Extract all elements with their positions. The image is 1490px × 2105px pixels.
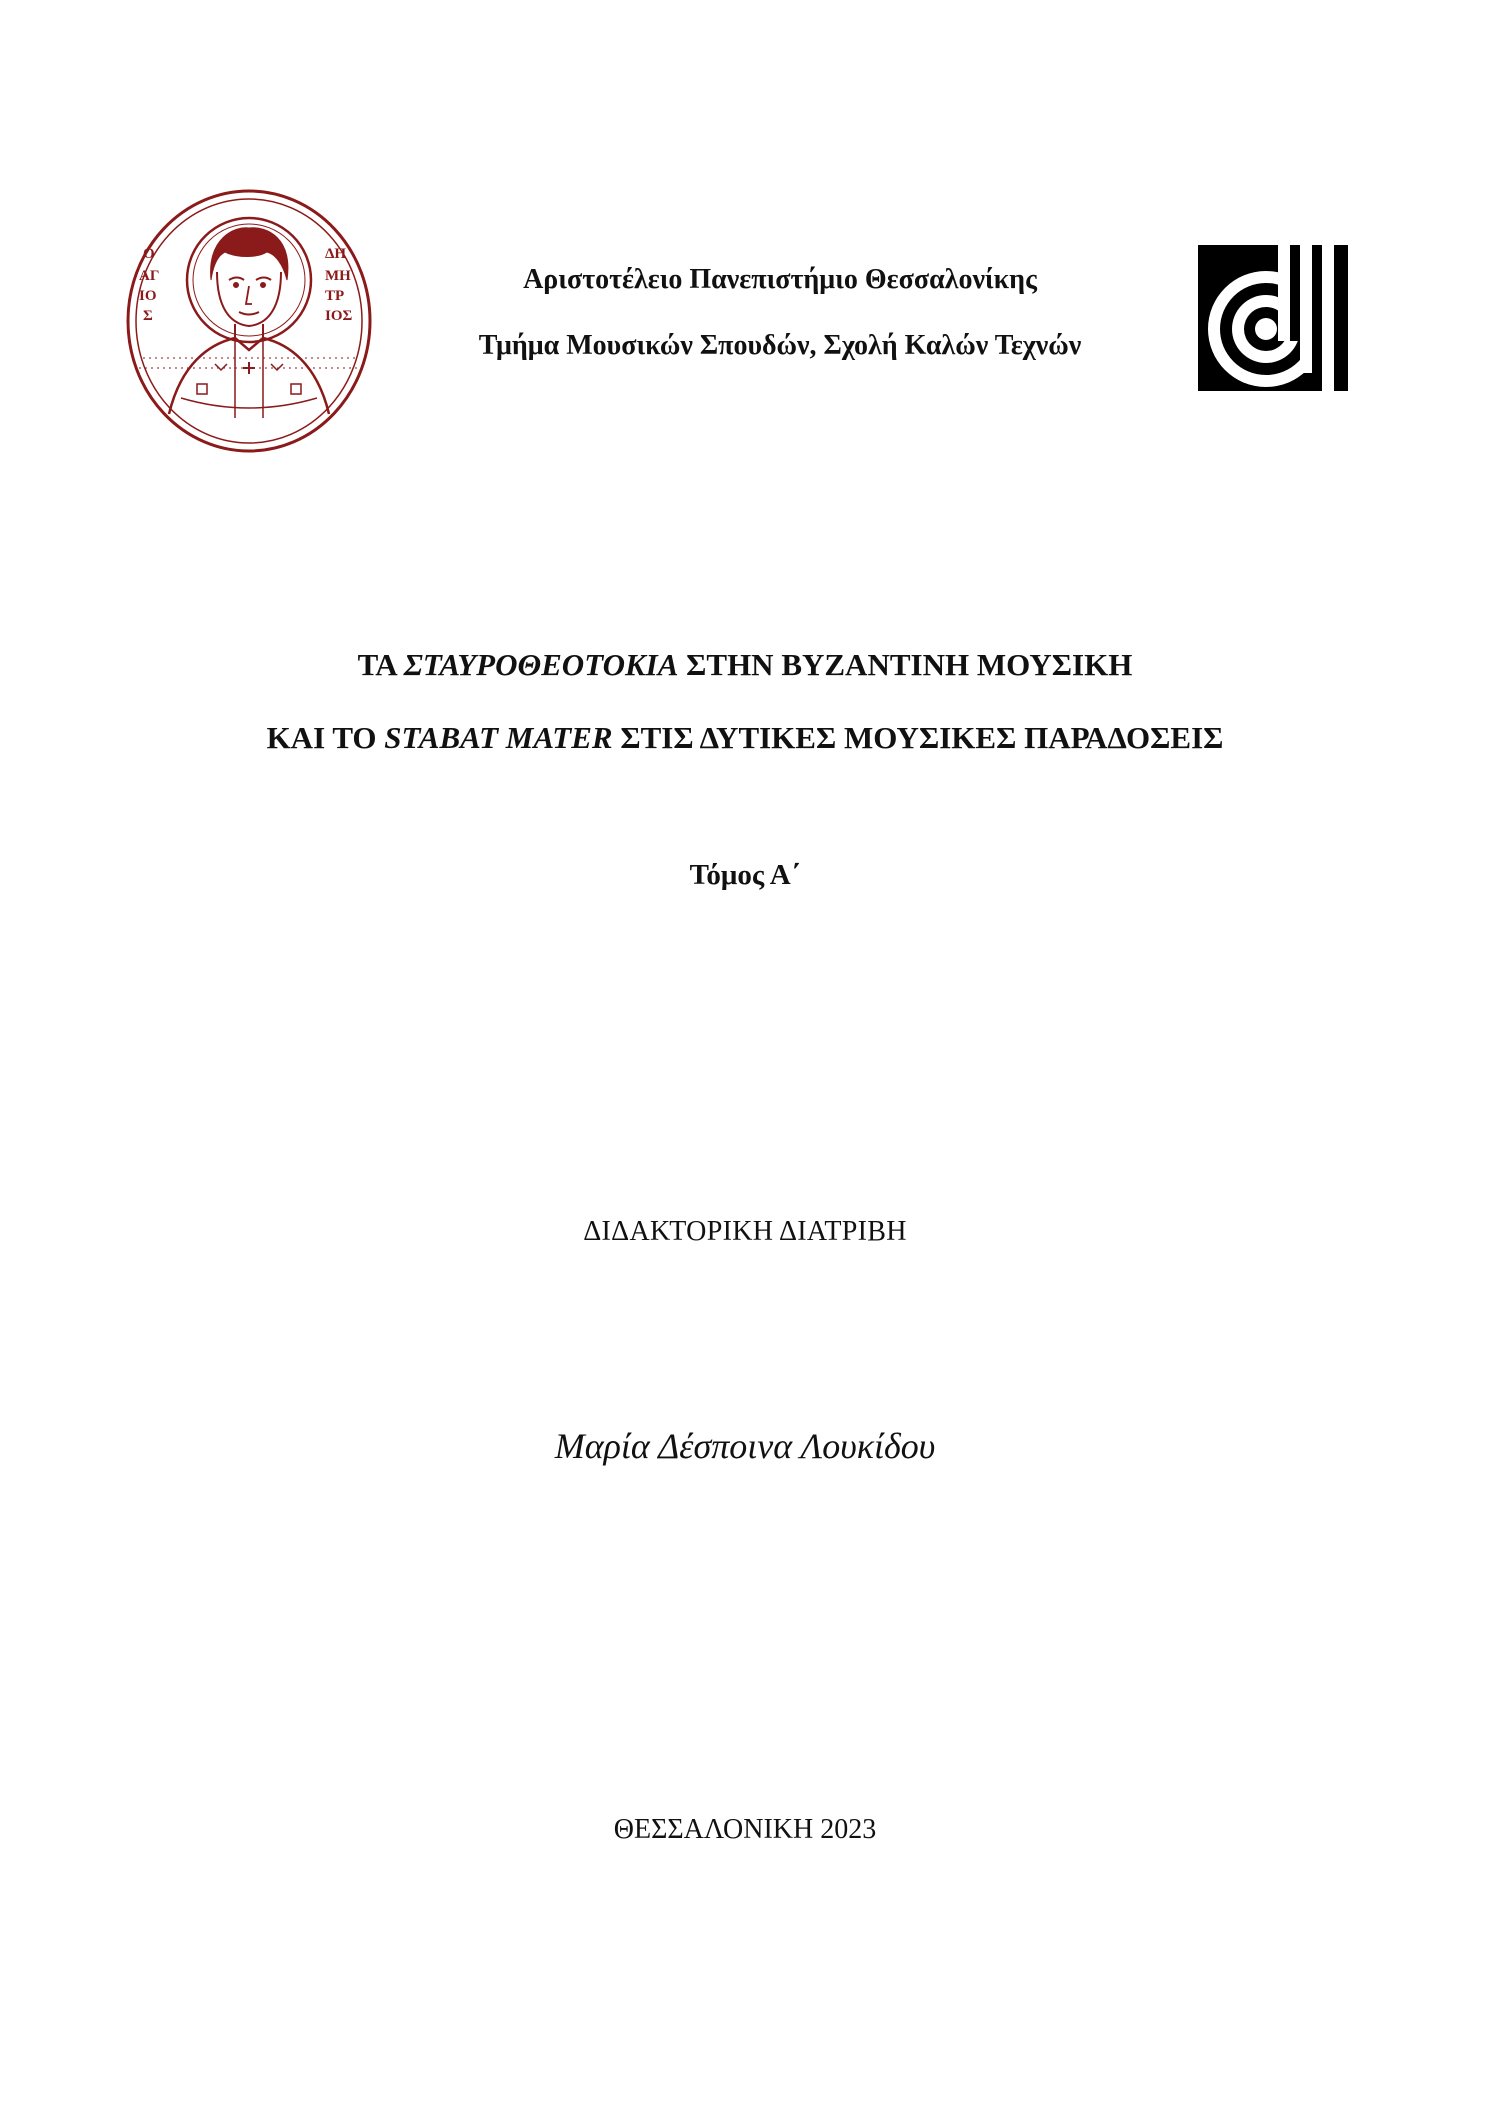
svg-text:Σ: Σ (143, 308, 153, 324)
svg-text:ΔΗ: ΔΗ (325, 246, 347, 262)
svg-text:ΙΟ: ΙΟ (139, 288, 157, 304)
author-name: Μαρία Δέσποινα Λουκίδου (554, 1426, 936, 1466)
thesis-type: ΔΙΔΑΚΤΟΡΙΚΗ ΔΙΑΤΡΙΒΗ (583, 1216, 907, 1247)
thesis-title-line-1 (0, 646, 1490, 684)
thesis-title-line-2 (0, 719, 1490, 757)
department-name: Τμήμα Μουσικών Σπουδών, Σχολή Καλών Τεχνών (478, 330, 1082, 361)
university-seal-icon (125, 188, 373, 454)
place-and-year: ΘΕΣΣΑΛΟΝΙΚΗ 2023 (613, 1814, 877, 1845)
svg-text:ΑΓ: ΑΓ (139, 268, 160, 284)
title-line-1-prefix: ΤΑ (357, 647, 404, 682)
title-line-1-italic: ΣΤΑΥΡΟΘΕΟΤΟΚΙΑ (403, 647, 679, 682)
title-line-1-suffix: ΣΤΗΝ ΒΥΖΑΝΤΙΝΗ ΜΟΥΣΙΚΗ (678, 647, 1133, 682)
volume-label: Τόμος Α΄ (689, 859, 801, 891)
svg-text:ΜΗ: ΜΗ (325, 268, 351, 284)
svg-text:ΙΟΣ: ΙΟΣ (325, 308, 353, 324)
svg-text:ΤΡ: ΤΡ (325, 288, 345, 304)
title-line-2-italic: STABAT MATER (384, 720, 613, 755)
svg-text:Ο: Ο (143, 246, 155, 262)
title-line-2-suffix: ΣΤΙΣ ΔΥΤΙΚΕΣ ΜΟΥΣΙΚΕΣ ΠΑΡΑΔΟΣΕΙΣ (612, 720, 1224, 755)
university-name: Αριστοτέλειο Πανεπιστήμιο Θεσσαλονίκης (523, 264, 1037, 295)
title-line-2-prefix: ΚΑΙ ΤΟ (266, 720, 385, 755)
music-department-logo-icon (1198, 245, 1348, 391)
